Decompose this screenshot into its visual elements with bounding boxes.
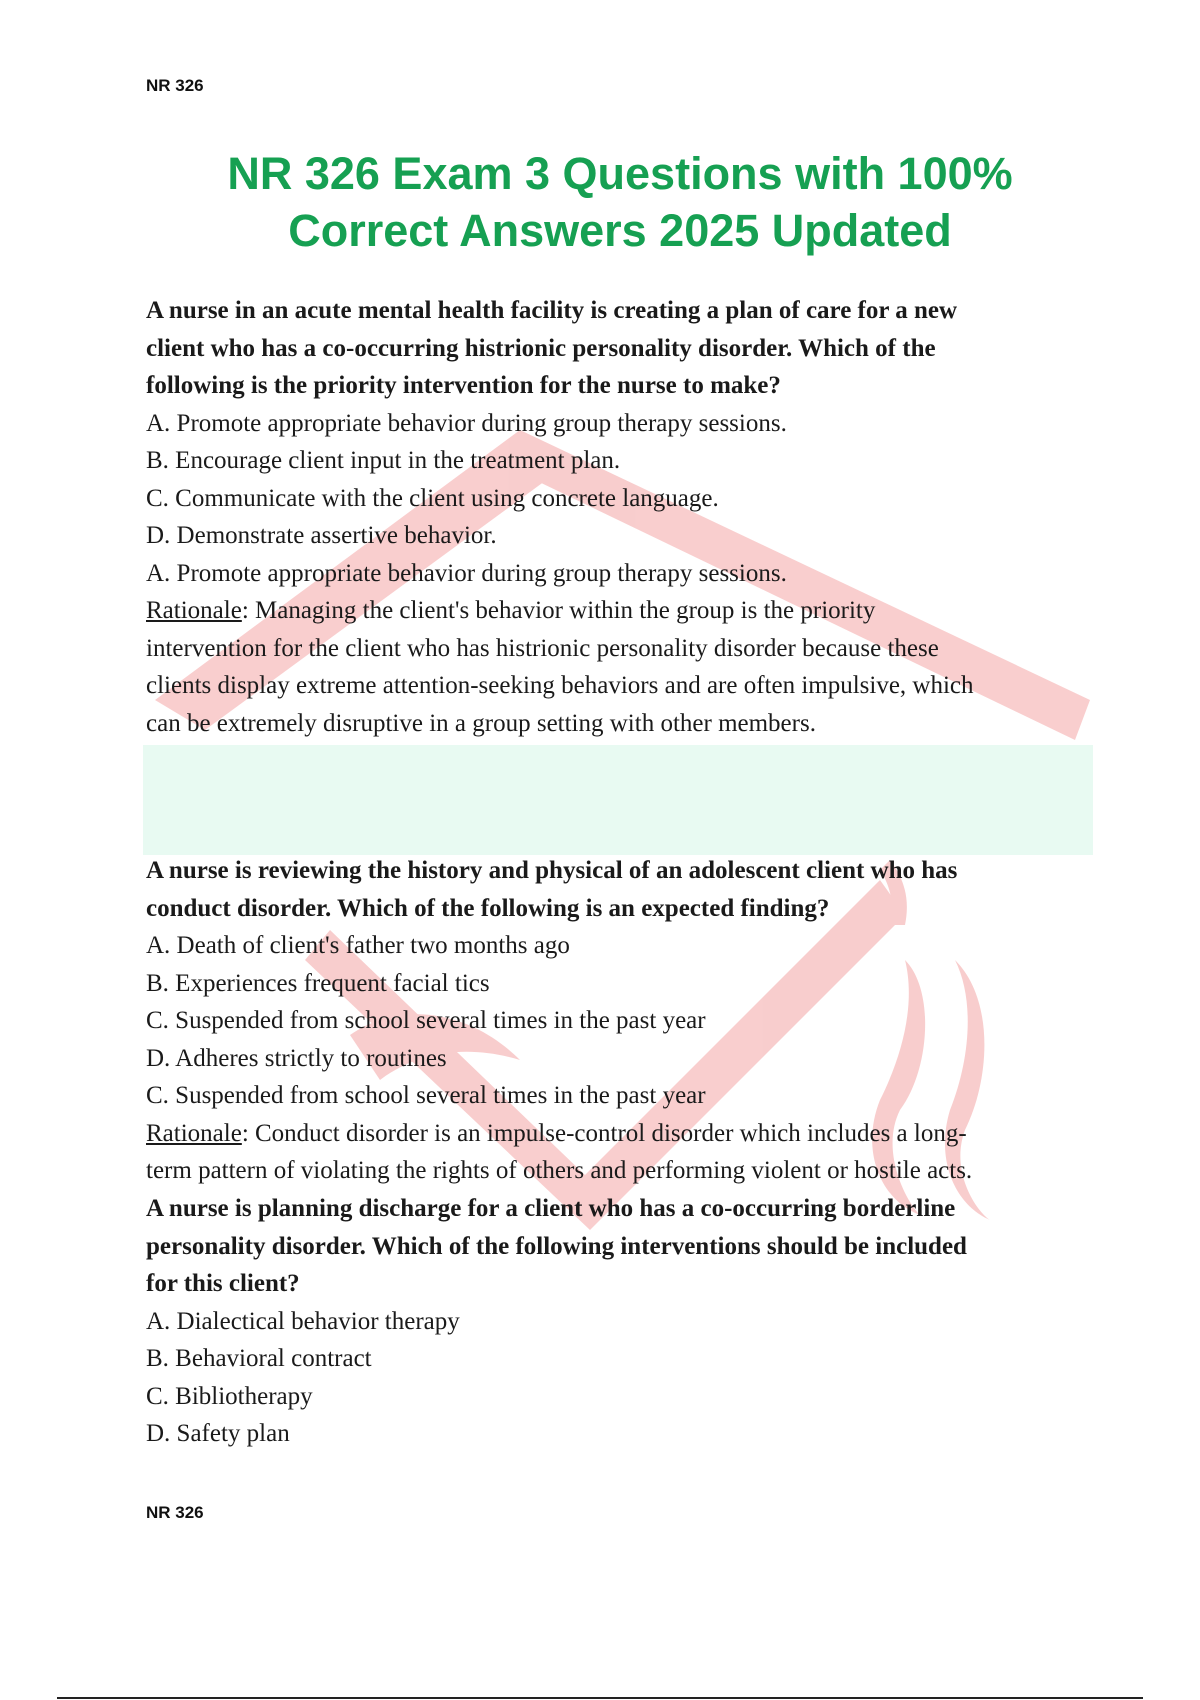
document-title — [0, 145, 1200, 259]
option-a: A. Promote appropriate behavior during group therapy sessions. — [146, 409, 787, 437]
page-divider — [57, 1697, 1143, 1699]
question-text — [146, 292, 1086, 405]
question-block-2 — [146, 852, 1086, 1190]
question-text — [146, 852, 1086, 927]
page-footer: NR 326 — [146, 1503, 204, 1522]
rationale — [146, 592, 1086, 742]
option-a: A. Death of client's father two months ago — [146, 932, 570, 959]
question-text — [146, 1190, 1086, 1303]
rationale-label: Rationale — [146, 597, 242, 624]
correct-answer: C. Suspended from school several times in the past year — [146, 1082, 706, 1109]
option-b: B. Experiences frequent facial tics — [146, 969, 490, 997]
question-line: personality disorder. Which of the following interventions should be included — [146, 1232, 967, 1260]
rationale-line: clients display extreme attention-seeking behaviors and are often impulsive, which — [146, 672, 974, 699]
question-line: A nurse is reviewing the history and physical of an adolescent client who has — [146, 857, 958, 884]
question-block-1 — [146, 292, 1086, 742]
rationale-line: : Conduct disorder is an impulse-control disorder which includes a long- — [241, 1119, 967, 1147]
option-c: C. Communicate with the client using concrete language. — [146, 484, 719, 512]
option-c: C. Bibliotherapy — [146, 1382, 313, 1410]
option-d: D. Adheres strictly to routines — [146, 1044, 447, 1072]
rationale-line: can be extremely disruptive in a group setting with other members. — [146, 709, 816, 737]
correct-answer: A. Promote appropriate behavior during group therapy sessions. — [146, 559, 787, 587]
option-a: A. Dialectical behavior therapy — [146, 1307, 460, 1335]
question-line: client who has a co-occurring histrionic personality disorder. Which of the — [146, 334, 936, 362]
rationale-label: Rationale — [146, 1119, 242, 1147]
option-b: B. Encourage client input in the treatment plan. — [146, 447, 621, 474]
highlight-band — [143, 745, 1093, 855]
question-line: A nurse in an acute mental health facility is creating a plan of care for a new — [146, 297, 958, 324]
option-b: B. Behavioral contract — [146, 1345, 372, 1372]
rationale-line: term pattern of violating the rights of others and performing violent or hostile acts. — [146, 1157, 973, 1184]
question-line: conduct disorder. Which of the following is an expected finding? — [146, 894, 830, 922]
question-block-3 — [146, 1190, 1086, 1453]
title-line-2: Correct Answers 2025 Updated — [288, 205, 952, 256]
option-d: D. Demonstrate assertive behavior. — [146, 522, 497, 549]
page-header: NR 326 — [146, 76, 204, 95]
title-line-1: NR 326 Exam 3 Questions with 100% — [227, 148, 1013, 199]
rationale-line: intervention for the client who has histrionic personality disorder because these — [146, 634, 939, 662]
question-line: A nurse is planning discharge for a client who has a co-occurring borderline — [146, 1195, 956, 1222]
option-d: D. Safety plan — [146, 1420, 290, 1447]
option-c: C. Suspended from school several times in the past year — [146, 1007, 706, 1034]
rationale — [146, 1115, 1086, 1190]
question-line: for this client? — [146, 1270, 300, 1297]
question-line: following is the priority intervention for the nurse to make? — [146, 372, 781, 399]
rationale-line: : Managing the client's behavior within the group is the priority — [241, 597, 876, 624]
